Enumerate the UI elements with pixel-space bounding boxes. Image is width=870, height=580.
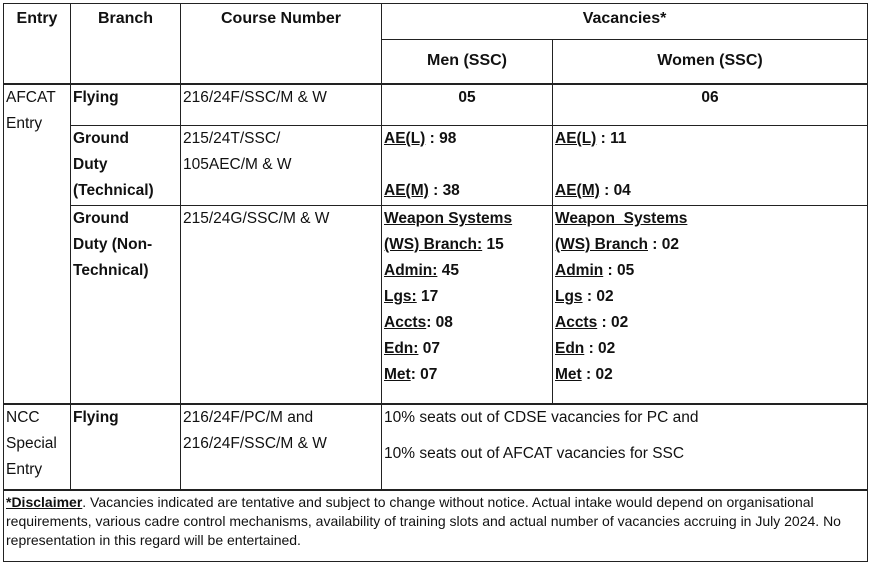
afcat-flying-course: 216/24F/SSC/M & W (181, 84, 382, 126)
afcat-flying-men: 05 (382, 84, 553, 126)
afcat-flying-branch: Flying (71, 84, 181, 126)
afcat-flying-women: 06 (553, 84, 868, 126)
header-men-ssc: Men (SSC) (382, 40, 553, 84)
technical-branch: Ground Duty (Technical) (71, 126, 181, 206)
technical-women (553, 126, 868, 206)
header-branch: Branch (71, 4, 181, 84)
afcat-entry-label: AFCAT Entry (6, 88, 56, 132)
ncc-entry-cell: NCC Special Entry (4, 404, 71, 490)
nontech-women: Weapon Systems (WS) Branch : 02 Admin : 05 Lgs : 02 Accts : 02 Edn : 02 Met : 02 (553, 206, 868, 404)
women-aem: AE(M) : 04 (555, 182, 631, 199)
nontech-branch: Ground Duty (Non- Technical) (71, 206, 181, 404)
ncc-course: 216/24F/PC/M and 216/24F/SSC/M & W (181, 404, 382, 490)
vacancy-table (3, 3, 868, 562)
nontech-course: 215/24G/SSC/M & W (181, 206, 382, 404)
header-course-number: Course Number (181, 4, 382, 84)
men-ael: AE(L) : 98 (384, 130, 457, 147)
nontech-men: Weapon Systems (WS) Branch: 15 Admin: 45 Lgs: 17 Accts: 08 Edn: 07 Met: 07 (382, 206, 553, 404)
men-aem: AE(M) : 38 (384, 182, 460, 199)
technical-men (382, 126, 553, 206)
header-women-ssc: Women (SSC) (553, 40, 868, 84)
ncc-vacancies: 10% seats out of CDSE vacancies for PC and 10% seats out of AFCAT vacancies for SSC (382, 404, 868, 490)
women-ael: AE(L) : 11 (555, 130, 627, 147)
header-vacancies: Vacancies* (382, 4, 868, 40)
disclaimer (4, 490, 868, 562)
afcat-entry-cell (4, 84, 71, 404)
disclaimer-label: *Disclaimer (6, 493, 83, 510)
header-entry: Entry (4, 4, 71, 84)
ncc-branch: Flying (71, 404, 181, 490)
disclaimer-text: . Vacancies indicated are tentative and subject to change without notice. Actual intake would depend on organisational requirements, various cadre control mechanisms, availability of training slots and actual number of vacancies accruing in July 2024. No representation in this regard will be entertained. (6, 493, 841, 548)
technical-course: 215/24T/SSC/ 105AEC/M & W (181, 126, 382, 206)
